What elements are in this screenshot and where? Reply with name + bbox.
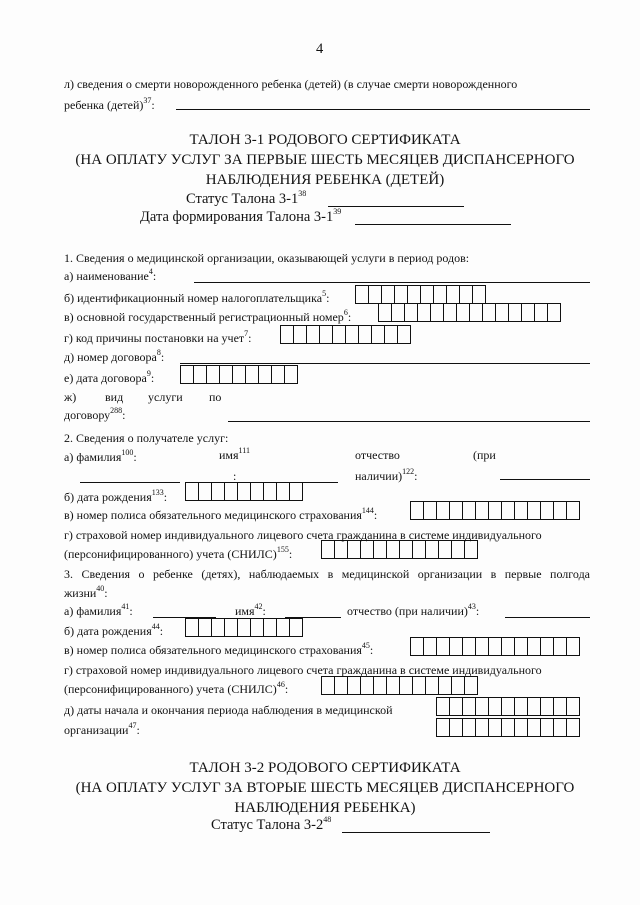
item-l-line1: л) сведения о смерти новорожденного ребенка (детей) (в случае смерти новорожденного (64, 77, 518, 91)
section3-heading-line2: жизни$^{40}$: (64, 584, 108, 600)
section3-d-line1: д) даты начала и окончания периода наблюдения в медицинской (64, 703, 393, 717)
section2-v-label: в) номер полиса обязательного медицинского страхования$^{144}$: (64, 506, 378, 522)
section3-g-line1: г) страховой номер индивидуального лицевого счета гражданина в системе индивидуального (64, 663, 542, 677)
section1-zh-line2: договору$^{288}$: (64, 406, 126, 422)
inn-boxes[interactable] (355, 285, 486, 304)
section2-a-label: а) фамилия$^{100}$: (64, 448, 137, 464)
section2-g-line1: г) страховой номер индивидуального лицевого счета гражданина в системе индивидуального (64, 528, 542, 542)
talon31-date-line[interactable] (355, 224, 511, 225)
page-number: 4 (316, 41, 324, 57)
recipient-snils-boxes[interactable] (321, 540, 478, 559)
section2-b-label: б) дата рождения$^{133}$: (64, 488, 168, 504)
talon31-status-line[interactable] (328, 206, 464, 207)
child-oms-boxes[interactable] (410, 637, 580, 656)
section2-name-label: имя$^{111}$ (219, 446, 250, 462)
section3-a-label: а) фамилия$^{41}$: (64, 602, 133, 618)
talon31-title-1: ТАЛОН 3-1 РОДОВОГО СЕРТИФИКАТА (189, 132, 461, 148)
talon32-status-label: Статус Талона $3-2^{48}$ (211, 815, 332, 833)
kpp-boxes[interactable] (280, 325, 411, 344)
section3-b-label: б) дата рождения$^{44}$: (64, 622, 164, 638)
section2-heading: 2. Сведения о получателе услуг: (64, 431, 229, 445)
talon31-date-label: Дата формирования Талона $3-1^{39}$ (140, 207, 342, 225)
section1-a-label: а) наименование$^4$: (64, 267, 157, 283)
section1-d-label: д) номер договора$^8$: (64, 348, 165, 364)
section1-zh-w3: услуги (148, 390, 183, 404)
section3-name-label: имя$^{42}$: (235, 602, 266, 618)
contract-date-boxes[interactable] (180, 365, 298, 384)
recipient-patronymic-line[interactable] (500, 479, 590, 480)
section1-b-label: б) идентификационный номер налогоплательщика$^5$: (64, 289, 330, 305)
section1-v-label: в) основной государственный регистрационный номер$^6$: (64, 308, 352, 324)
section2-pri-label: (при (473, 448, 496, 462)
section1-org-name-line[interactable] (194, 282, 590, 283)
talon31-title-2: (НА ОПЛАТУ УСЛУГ ЗА ПЕРВЫЕ ШЕСТЬ МЕСЯЦЕВ ДИСПАНСЕРНОГО (75, 152, 575, 168)
recipient-surname-line[interactable] (80, 482, 180, 483)
section1-zh-w4: по (209, 390, 222, 404)
talon32-title-3: НАБЛЮДЕНИЯ РЕБЕНКА) (234, 800, 416, 816)
section2-nalichii-label: наличии)$^{122}$: (355, 467, 418, 483)
section2-name-colon: : (233, 469, 237, 483)
recipient-oms-boxes[interactable] (410, 501, 580, 520)
section3-heading-line1: 3. Сведения о ребенке (детях), наблюдаемых в медицинской организации в первые полгода (64, 567, 590, 581)
child-birthdate-boxes[interactable] (185, 618, 303, 637)
section3-v-label: в) номер полиса обязательного медицинского страхования$^{45}$: (64, 641, 374, 657)
section3-patronymic-label: отчество (при наличии)$^{43}$: (347, 602, 480, 618)
talon32-title-2: (НА ОПЛАТУ УСЛУГ ЗА ВТОРЫЕ ШЕСТЬ МЕСЯЦЕВ ДИСПАНСЕРНОГО (75, 780, 575, 796)
talon31-status-label: Статус Талона $3-1^{38}$ (186, 189, 307, 207)
talon32-status-line[interactable] (342, 832, 490, 833)
item-l-line2: ребенка (детей)$^{37}$: (64, 96, 155, 112)
section1-zh-w1: ж) (64, 390, 77, 404)
child-snils-boxes[interactable] (321, 676, 478, 695)
observation-start-boxes[interactable] (436, 697, 580, 716)
section3-g-line2: (персонифицированного) учета (СНИЛС)$^{46}$: (64, 680, 289, 696)
recipient-birthdate-boxes[interactable] (185, 482, 303, 501)
section1-zh-w2: вид (105, 390, 124, 404)
death-info-line[interactable] (176, 109, 590, 110)
contract-number-line[interactable] (180, 363, 590, 364)
observation-end-boxes[interactable] (436, 718, 580, 737)
talon32-title-1: ТАЛОН 3-2 РОДОВОГО СЕРТИФИКАТА (189, 760, 461, 776)
ogrn-boxes[interactable] (378, 303, 561, 322)
section3-d-line2: организации$^{47}$: (64, 721, 140, 737)
section1-heading: 1. Сведения о медицинской организации, оказывающей услуги в период родов: (64, 251, 470, 265)
section2-patronymic-label: отчество (355, 448, 400, 462)
service-type-line[interactable] (228, 421, 590, 422)
section1-e-label: е) дата договора$^9$: (64, 369, 155, 385)
child-patronymic-line[interactable] (505, 617, 590, 618)
section1-g-label: г) код причины постановки на учет$^7$: (64, 329, 252, 345)
talon31-title-3: НАБЛЮДЕНИЯ РЕБЕНКА (ДЕТЕЙ) (205, 172, 445, 188)
section2-g-line2: (персонифицированного) учета (СНИЛС)$^{155}$: (64, 545, 293, 561)
